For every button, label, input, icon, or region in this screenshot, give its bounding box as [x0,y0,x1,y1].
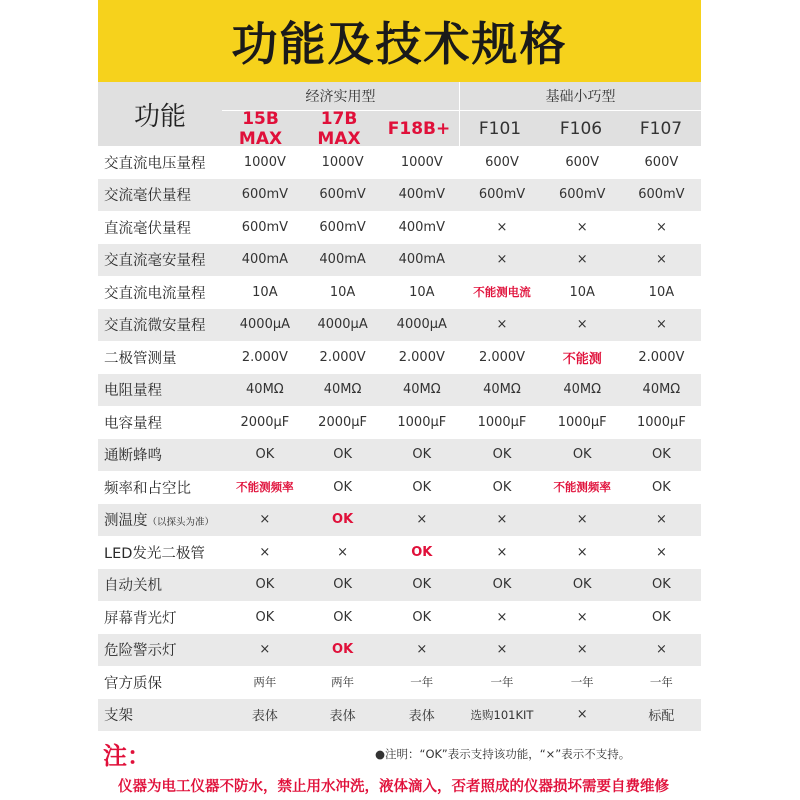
table-cell: 1000V [321,154,364,170]
table-row [98,666,701,699]
title-banner [98,0,701,82]
table-cell: 600mV [319,187,366,203]
table-cell: 选购101KIT [470,707,534,722]
table-cell: 10A [648,284,675,300]
model-header: 17B MAX [317,108,361,149]
table-row [98,504,701,537]
table-cell: OK [412,577,432,593]
table-cell: 600V [644,154,679,170]
table-cell: 4000μA [317,317,368,333]
model-header: 15B MAX [238,108,283,149]
table-body [98,146,701,731]
table-cell: 1000μF [557,414,607,430]
row-label [98,607,227,628]
row-label [98,217,227,238]
table-cell: 标配 [648,709,675,725]
row-label-text: 官方质保 [104,675,162,692]
table-cell: 600mV [478,187,526,203]
table-row [98,309,701,342]
table-cell: × [496,544,508,560]
table-cell: 4000μA [239,317,290,333]
row-label-text: 交直流电流量程 [104,285,206,302]
table-cell: × [576,512,588,528]
table-cell: × [576,707,588,723]
row-label-text: 二极管测量 [104,350,177,367]
table-cell: 2.000V [398,349,445,365]
table-cell: 表体 [329,709,356,725]
table-cell: 2000μF [318,414,368,430]
table-cell: 1000μF [397,414,447,430]
table-cell: × [496,219,508,235]
function-header: 功能 [133,101,186,132]
table-cell: 2000μF [240,414,290,430]
table-cell: 400mA [241,252,289,268]
table-cell: 600mV [559,187,606,203]
group-economy-header: 经济实用型 [305,89,376,105]
table-cell: 不能测频率 [236,480,294,495]
row-label-text: 屏幕背光灯 [104,610,177,627]
table-cell: OK [492,577,512,593]
table-cell: 不能测频率 [553,480,611,495]
table-row [98,276,701,309]
table-cell: 一年 [490,675,514,690]
row-label-text: 电容量程 [104,415,162,432]
table-cell: OK [412,609,432,625]
table-cell: OK [411,544,433,560]
table-row [98,634,701,667]
table-cell: 表体 [408,709,435,725]
table-cell: 一年 [649,675,673,690]
table-cell: 400mA [398,252,445,268]
table-cell: OK [652,479,671,495]
row-label [98,477,227,498]
table-cell: 2.000V [638,349,685,365]
table-cell: × [655,512,667,528]
table-cell: OK [412,447,432,463]
table-header [98,82,701,149]
table-cell: 4000μA [396,317,447,333]
table-cell: 2.000V [478,349,526,365]
table-cell: OK [255,609,275,625]
table-cell: 1000μF [636,414,686,430]
table-cell: OK [332,512,354,528]
table-cell: × [655,544,667,560]
table-cell: 1000V [243,154,286,170]
row-label [98,282,227,303]
row-label [98,574,227,595]
row-label [98,672,227,693]
table-cell: OK [332,642,354,658]
row-label-text: 电阻量程 [104,383,162,400]
row-label [98,184,227,205]
table-cell: × [576,317,588,333]
table-cell: 一年 [570,675,594,690]
model-header: F106 [559,118,603,139]
row-label-text: 交直流毫安量程 [104,253,206,270]
table-cell: 不能测电流 [473,285,531,300]
table-row [98,179,701,212]
spec-table [98,82,701,731]
table-cell: OK [333,479,352,495]
row-label [98,639,227,660]
table-cell: OK [572,447,592,463]
table-cell: × [496,512,508,528]
table-cell: × [576,544,588,560]
row-label-text: 支架 [104,708,133,725]
table-cell: OK [412,479,432,495]
row-label-text: 危险警示灯 [104,643,177,660]
row-label [98,542,227,563]
model-header-row [222,108,701,149]
table-cell: OK [255,447,275,463]
row-label-text: 测温度 [104,513,148,530]
table-cell: OK [333,447,352,463]
table-cell: × [337,544,349,560]
table-cell: 600mV [241,187,289,203]
row-label-text: LED发光二极管 [104,545,205,562]
row-label-text: 通断蜂鸣 [104,448,162,465]
table-cell: × [496,317,508,333]
row-label-text: 交流毫伏量程 [104,188,191,205]
table-cell: 40MΩ [563,382,602,398]
table-cell: 400mV [398,187,445,203]
table-cell: 600mV [638,187,685,203]
table-row [98,211,701,244]
table-cell: × [416,512,428,528]
row-label [98,509,227,530]
row-label [98,412,227,433]
table-cell: × [655,252,667,268]
note-title: 注： [103,742,151,770]
warning-text: 仪器为电工仪器不防水，禁止用水冲洗，液体滴入，否者照成的仪器损坏需要自费维修 [118,779,669,795]
table-cell: OK [333,577,352,593]
table-cell: 10A [569,284,595,300]
table-cell: × [576,252,588,268]
table-cell: × [496,642,508,658]
table-row [98,699,701,732]
row-label-text: 频率和占空比 [104,480,191,497]
table-cell: × [655,317,667,333]
model-header: F101 [478,118,522,139]
table-cell: OK [333,609,352,625]
table-cell: × [655,642,667,658]
table-cell: 10A [252,284,278,300]
table-row [98,146,701,179]
table-cell: 2.000V [319,349,366,365]
table-cell: 2.000V [241,349,288,365]
note-legend: ●注明：“OK”表示支持该功能，“×”表示不支持。 [375,747,631,761]
group-basic-header: 基础小巧型 [545,89,616,105]
row-label [98,152,227,173]
table-cell: × [259,544,271,560]
table-cell: × [496,252,508,268]
table-cell: × [576,642,588,658]
table-cell: 40MΩ [483,382,521,398]
table-row [98,536,701,569]
table-cell: 40MΩ [402,382,441,398]
table-cell: OK [255,577,275,593]
table-cell: OK [492,479,512,495]
table-cell: 10A [409,284,435,300]
row-label-text: 直流毫伏量程 [104,220,191,237]
row-label [98,249,227,270]
row-label [98,704,227,725]
table-cell: OK [652,447,671,463]
table-row [98,471,701,504]
table-cell: 400mA [319,252,366,268]
table-cell: 10A [329,284,356,300]
table-cell: 1000μF [477,414,527,430]
table-row [98,374,701,407]
table-cell: × [259,512,271,528]
row-label-text: 交直流微安量程 [104,318,206,335]
table-cell: 400mV [398,219,445,235]
table-cell: 两年 [331,675,355,690]
table-cell: 一年 [410,675,434,690]
table-cell: × [416,642,428,658]
row-label [98,347,227,368]
table-cell: 表体 [251,709,278,725]
row-label-text: 自动关机 [104,578,162,595]
table-cell: 40MΩ [246,382,284,398]
table-cell: × [576,609,588,625]
table-row [98,439,701,472]
table-cell: 1000V [400,154,443,170]
row-label [98,444,227,465]
row-label-note: （以探头为准） [147,517,215,529]
table-row [98,341,701,374]
table-cell: 600mV [319,219,366,235]
model-header: F18B+ [387,118,451,139]
model-header: F107 [639,118,683,139]
row-label [98,379,227,400]
table-cell: OK [572,577,592,593]
table-cell: 40MΩ [642,382,681,398]
table-cell: OK [492,447,512,463]
table-cell: 两年 [253,675,277,690]
table-cell: OK [652,609,671,625]
table-cell: 40MΩ [323,382,362,398]
row-label [98,314,227,335]
table-cell: × [655,219,667,235]
page-title: 功能及技术规格 [231,17,568,71]
table-cell: × [576,219,588,235]
table-cell: 600V [485,154,519,170]
table-cell: 600mV [241,219,289,235]
table-row [98,601,701,634]
table-row [98,569,701,602]
row-label-text: 交直流电压量程 [104,155,206,172]
table-row [98,244,701,277]
table-cell: × [259,642,271,658]
table-cell: 600V [565,154,600,170]
table-cell: × [496,609,508,625]
table-row [98,406,701,439]
table-cell: 不能测 [562,351,602,367]
table-cell: OK [652,577,671,593]
